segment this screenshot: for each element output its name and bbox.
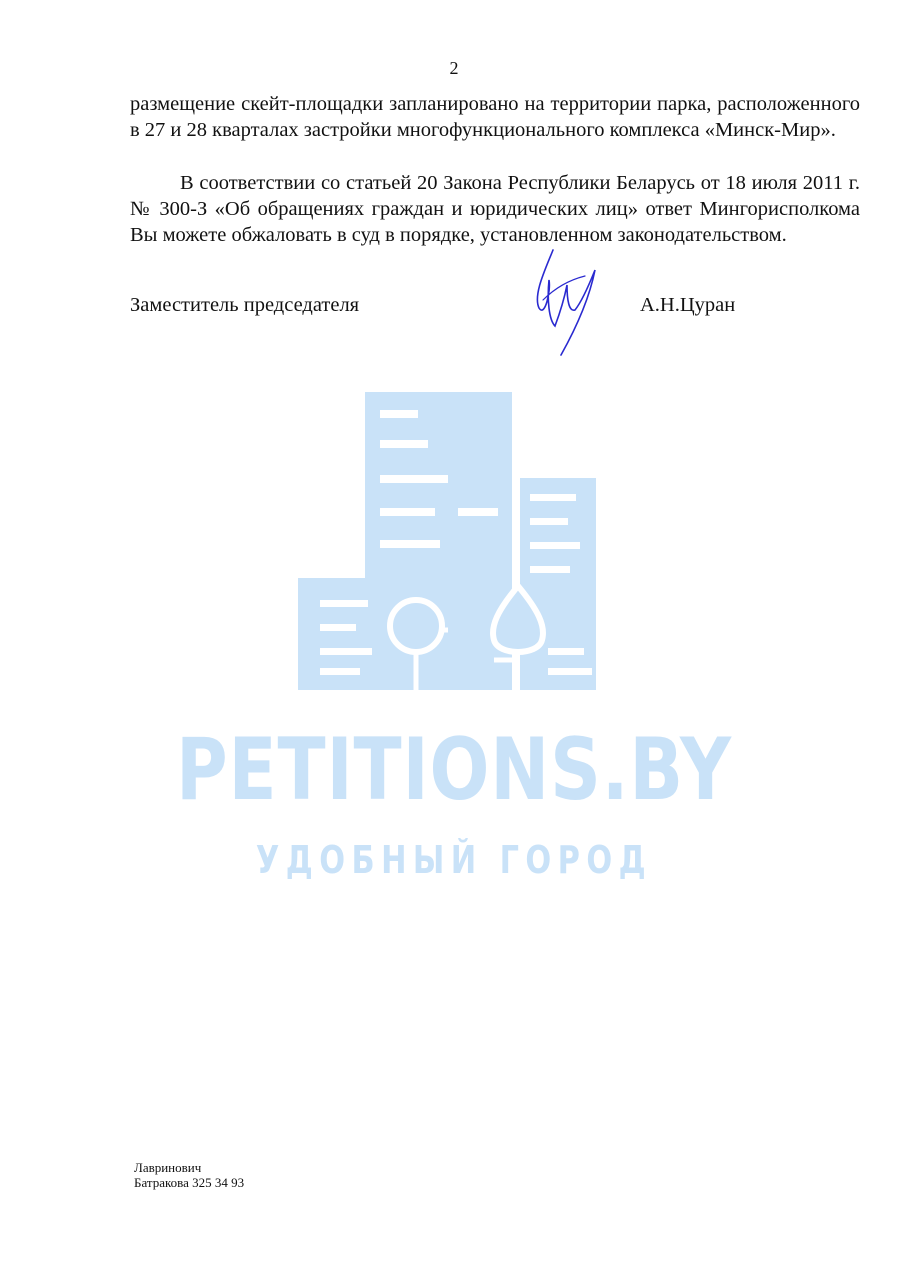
footer-executor: Лавринович xyxy=(134,1160,202,1175)
letter-paragraph-2: В соответствии со статьей 20 Закона Республики Беларусь от 18 июля 2011 г. № 300-З «Об обращениях граждан и юридических лиц» ответ Мингорисполкома Вы можете обжаловать в суд в порядке, установленном законодательством. xyxy=(130,172,860,246)
footer-contact: Батракова 325 34 93 xyxy=(134,1175,245,1190)
letter-paragraph-1: размещение скейт-площадки запланировано на территории парка, расположенного в 27 и 28 кварталах застройки многофункционального комплекса «Минск-Мир». xyxy=(130,93,860,141)
signature-title: Заместитель председателя xyxy=(130,294,360,316)
page-number: 2 xyxy=(449,58,459,78)
handwritten-signature xyxy=(525,240,605,360)
document-footer xyxy=(134,1160,244,1190)
watermark-site-name: PETITIONS.BY xyxy=(176,720,732,820)
signature-name: А.Н.Цуран xyxy=(640,294,736,316)
watermark xyxy=(0,390,908,900)
city-buildings-logo xyxy=(298,390,598,690)
watermark-tagline: УДОБНЫЙ ГОРОД xyxy=(255,838,653,882)
